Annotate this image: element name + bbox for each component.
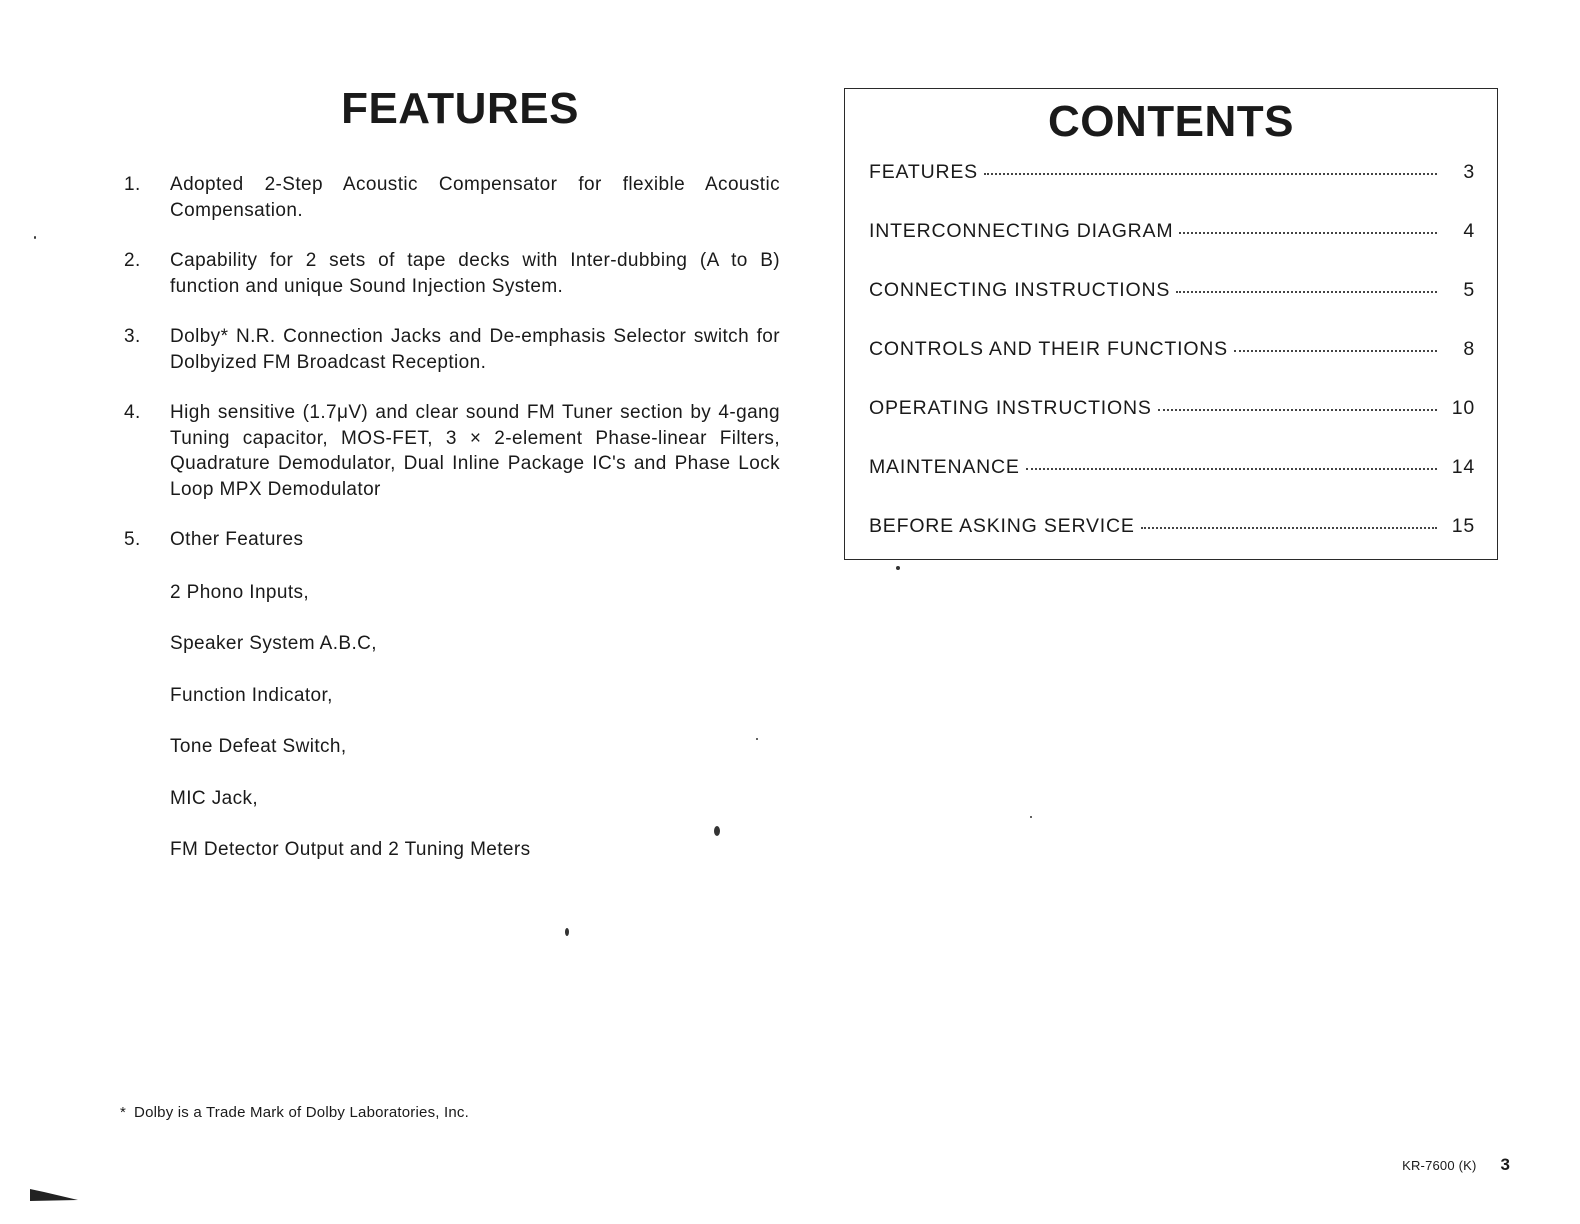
page-footer [1402, 1155, 1510, 1175]
feature-item [124, 400, 780, 502]
toc-list [869, 161, 1475, 574]
toc-entry-interconnecting-diagram[interactable] [869, 220, 1475, 279]
toc-leader [1158, 409, 1437, 411]
model-code: KR-7600 (K) [1402, 1158, 1477, 1173]
toc-entry-features[interactable] [869, 161, 1475, 220]
dolby-footnote [120, 1104, 469, 1121]
toc-leader [1234, 350, 1437, 352]
toc-page: 5 [1463, 279, 1475, 301]
toc-label: CONNECTING INSTRUCTIONS [869, 279, 1171, 301]
toc-label: FEATURES [869, 161, 978, 183]
feature-text: Dolby* N.R. Connection Jacks and De-emphasis Selector switch for Dolbyized FM Broadcast Reception. [170, 326, 780, 373]
corner-mark-icon [30, 1186, 82, 1204]
scan-speck [756, 738, 758, 740]
feature-number: 5. [124, 529, 141, 550]
toc-label: BEFORE ASKING SERVICE [869, 515, 1135, 537]
toc-label: MAINTENANCE [869, 456, 1020, 478]
feature-number: 2. [124, 250, 141, 271]
feature-number: 1. [124, 174, 141, 195]
toc-entry-connecting-instructions[interactable] [869, 279, 1475, 338]
other-features-list [170, 580, 780, 863]
page-number: 3 [1500, 1155, 1510, 1174]
feature-item [124, 172, 780, 223]
footnote-asterisk: * [120, 1104, 127, 1121]
toc-page: 15 [1451, 515, 1475, 537]
feature-text: High sensitive (1.7μV) and clear sound FM Tuner section by 4-gang Tuning capacitor, MOS-FET, 3 × 2-element Phase-linear Filters, Quadrature Demodulator, Dual Inline Package IC's and Phase Lock Loop MPX Demodulator [170, 402, 780, 500]
toc-leader [984, 173, 1437, 175]
toc-page: 3 [1463, 161, 1475, 183]
features-list [124, 172, 780, 889]
toc-leader [1176, 291, 1437, 293]
scan-speck [714, 826, 720, 836]
toc-label: OPERATING INSTRUCTIONS [869, 397, 1152, 419]
toc-leader [1179, 232, 1437, 234]
other-feature: Tone Defeat Switch, [170, 736, 347, 757]
toc-label: CONTROLS AND THEIR FUNCTIONS [869, 338, 1228, 360]
scan-speck [1030, 816, 1032, 818]
other-feature: FM Detector Output and 2 Tuning Meters [170, 839, 531, 860]
other-feature: Function Indicator, [170, 684, 333, 706]
toc-page: 4 [1463, 220, 1475, 242]
toc-page: 10 [1451, 397, 1475, 419]
toc-label: INTERCONNECTING DIAGRAM [869, 220, 1174, 242]
footnote-text: Dolby is a Trade Mark of Dolby Laboratories, Inc. [134, 1104, 469, 1121]
feature-number: 4. [124, 402, 141, 423]
feature-item [124, 248, 780, 299]
toc-page: 14 [1451, 456, 1475, 478]
toc-leader [1026, 468, 1437, 470]
toc-page: 8 [1463, 338, 1475, 360]
feature-item-other [124, 527, 780, 863]
other-feature: MIC Jack, [170, 787, 259, 809]
features-heading: FEATURES [341, 84, 579, 133]
scan-speck [896, 566, 900, 570]
feature-text: Adopted 2-Step Acoustic Compensator for flexible Acoustic Compensation. [170, 174, 780, 221]
toc-entry-before-asking-service[interactable] [869, 515, 1475, 574]
toc-leader [1141, 527, 1437, 529]
toc-entry-maintenance[interactable] [869, 456, 1475, 515]
feature-text: Other Features [170, 529, 304, 550]
other-feature: Speaker System A.B.C, [170, 633, 377, 654]
scan-speck [34, 236, 36, 239]
contents-heading: CONTENTS [1048, 97, 1294, 146]
feature-text: Capability for 2 sets of tape decks with Inter-dubbing (A to B) function and unique Sound Injection System. [170, 250, 780, 297]
toc-entry-controls[interactable] [869, 338, 1475, 397]
feature-number: 3. [124, 326, 141, 347]
toc-entry-operating-instructions[interactable] [869, 397, 1475, 456]
feature-item [124, 324, 780, 375]
other-feature: 2 Phono Inputs, [170, 581, 310, 603]
contents-box [844, 88, 1498, 560]
scan-speck [565, 928, 569, 936]
